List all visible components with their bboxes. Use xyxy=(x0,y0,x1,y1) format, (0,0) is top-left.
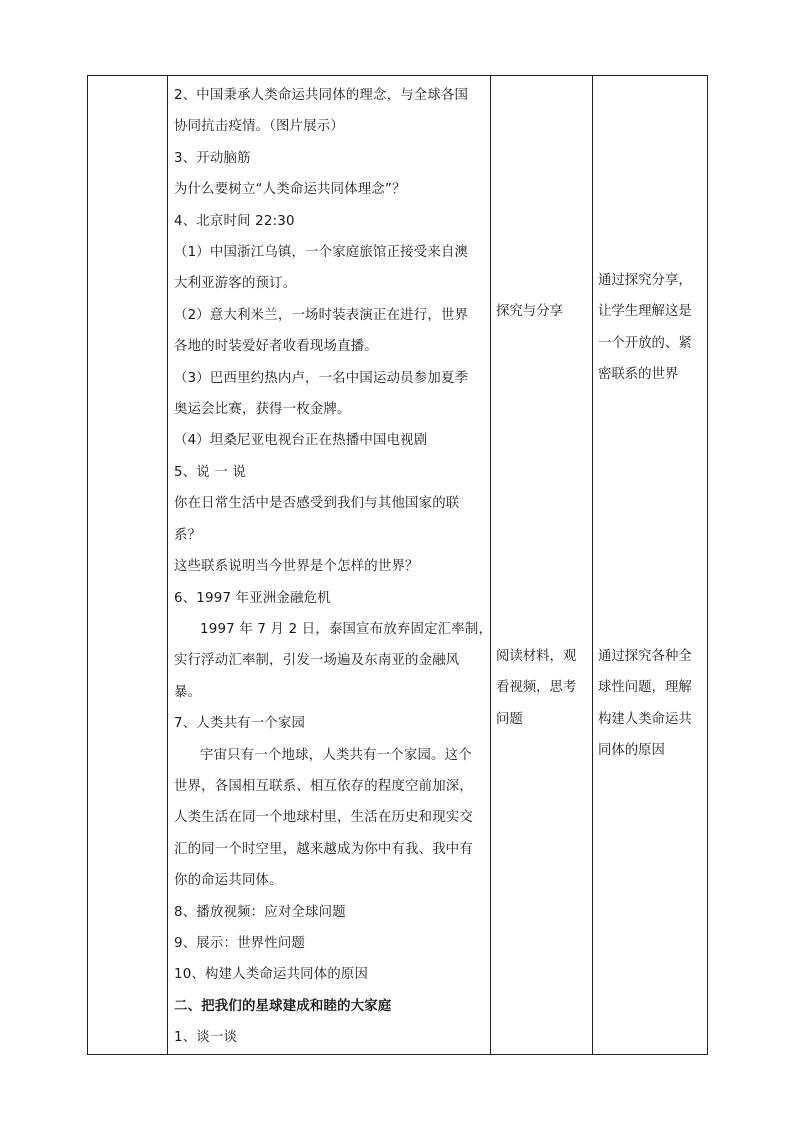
cell-line: 看视频，思考 xyxy=(496,680,577,696)
content-line: （4）坦桑尼亚电视台正在热播中国电视剧 xyxy=(174,433,428,449)
content-line: 实行浮动汇率制，引发一场遍及东南亚的金融风 xyxy=(174,653,460,669)
cell-line: 问题 xyxy=(496,711,523,727)
cell-line: 通过探究分享， xyxy=(598,273,692,288)
content-line: 10、构建人类命运共同体的原因 xyxy=(174,967,369,983)
content-line: 暴。 xyxy=(174,684,202,700)
content-line: 奥运会比赛，获得一枚金牌。 xyxy=(174,402,351,418)
teaching-content xyxy=(168,76,493,1054)
content-line: 宇宙只有一个地球，人类共有一个家园。这个 xyxy=(200,747,472,763)
content-line: 汇的同一个时空里，越来越成为你中有我、我中有 xyxy=(174,841,473,857)
lesson-plan-table xyxy=(87,75,708,1055)
content-line: 大利亚游客的预订。 xyxy=(174,276,297,292)
cell-line: 同体的原因 xyxy=(598,743,665,759)
student-activity-block-1 xyxy=(496,296,563,327)
content-line: 4、北京时间 22:30 xyxy=(174,213,295,229)
student-activity-cell xyxy=(491,76,593,1055)
design-intent-block-2 xyxy=(598,641,692,767)
content-line: 2、中国秉承人类命运共同体的理念，与全球各国 xyxy=(174,88,469,103)
content-line: 9、展示：世界性问题 xyxy=(174,935,306,951)
content-line: 协同抗击疫情。（图片展示） xyxy=(174,119,344,135)
cell-line: 球性问题，理解 xyxy=(598,680,692,696)
cell-line: 构建人类命运共 xyxy=(598,711,692,727)
content-line: 系？ xyxy=(174,527,202,543)
content-line: 世界，各国相互联系、相互依存的程度空前加深， xyxy=(174,778,473,794)
cell-line: 一个开放的、紧 xyxy=(598,335,692,351)
content-line: 人类生活在同一个地球村里，生活在历史和现实交 xyxy=(174,810,473,826)
content-line: 为什么要树立“人类命运共同体理念”？ xyxy=(174,182,406,198)
cell-line: 让学生理解这是 xyxy=(598,304,692,320)
content-line: 3、开动脑筋 xyxy=(174,150,251,166)
cell-line: 探究与分享 xyxy=(496,304,563,319)
content-line: 各地的时装爱好者收看现场直播。 xyxy=(174,339,378,355)
stage-column-cell xyxy=(88,76,168,1055)
content-line: 5、说 一 说 xyxy=(174,464,246,480)
content-line: （2）意大利米兰，一场时装表演正在进行，世界 xyxy=(174,307,469,323)
design-intent-cell xyxy=(593,76,708,1055)
content-line: 8、播放视频：应对全球问题 xyxy=(174,904,346,920)
content-line: 7、人类共有一个家园 xyxy=(174,716,306,732)
content-line: 1、谈一谈 xyxy=(174,1030,238,1046)
design-intent-block-1 xyxy=(598,265,692,391)
cell-line: 阅读材料，观 xyxy=(496,649,577,664)
content-line: （3）巴西里约热内卢，一名中国运动员参加夏季 xyxy=(174,370,469,386)
content-line: （1）中国浙江乌镇，一个家庭旅馆正接受来自澳 xyxy=(174,245,469,261)
cell-line: 密联系的世界 xyxy=(598,367,679,383)
content-line: 你在日常生活中是否感受到我们与其他国家的联 xyxy=(174,496,460,512)
content-line: 这些联系说明当今世界是个怎样的世界？ xyxy=(174,559,419,575)
content-line: 6、1997 年亚洲金融危机 xyxy=(174,590,331,606)
student-activity-block-2 xyxy=(496,641,576,735)
content-line: 二、把我们的星球建成和睦的大家庭 xyxy=(174,998,392,1014)
teaching-content-cell xyxy=(168,76,491,1055)
content-line: 你的命运共同体。 xyxy=(174,873,283,889)
content-line: 1997 年 7 月 2 日，泰国宣布放弃固定汇率制， xyxy=(200,621,493,637)
cell-line: 通过探究各种全 xyxy=(598,649,692,664)
